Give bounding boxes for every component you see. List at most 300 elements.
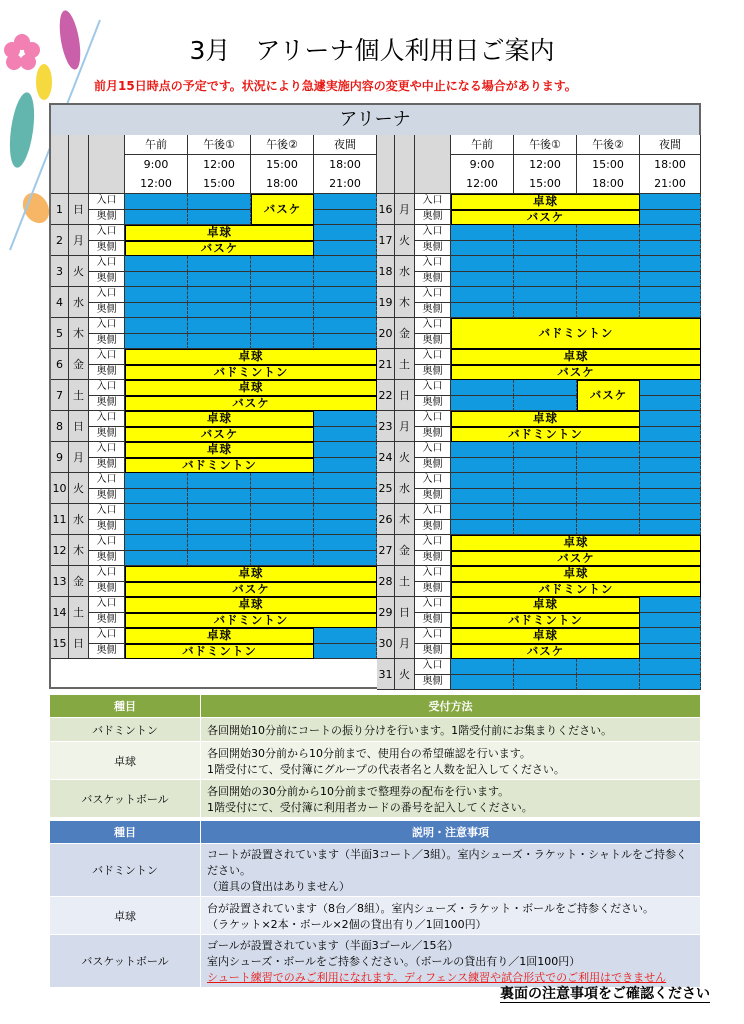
open-slot <box>451 241 514 257</box>
court-label: 入口 <box>415 380 451 396</box>
court-label: 入口 <box>89 287 125 303</box>
reserved-slot: 卓球 <box>451 597 640 613</box>
open-slot <box>577 473 640 489</box>
header-blank <box>89 135 125 194</box>
open-slot <box>514 504 577 520</box>
court-label: 入口 <box>415 566 451 582</box>
day-number: 8 <box>51 411 69 442</box>
open-slot <box>125 504 188 520</box>
open-slot <box>640 473 701 489</box>
period-end: 21:00 <box>640 174 701 194</box>
day-weekday: 日 <box>69 194 89 225</box>
event-name: バドミントン <box>50 718 201 742</box>
open-slot <box>314 272 377 288</box>
day-weekday: 月 <box>69 225 89 256</box>
day-number: 11 <box>51 504 69 535</box>
day-weekday: 金 <box>395 318 415 349</box>
open-slot <box>577 520 640 536</box>
open-slot <box>314 256 377 272</box>
open-slot <box>188 287 251 303</box>
open-slot <box>640 396 701 412</box>
period-start: 12:00 <box>188 155 251 174</box>
reserved-slot: バスケ <box>251 194 314 225</box>
open-slot <box>577 241 640 257</box>
day-number: 21 <box>377 349 395 380</box>
open-slot <box>640 427 701 443</box>
open-slot <box>188 473 251 489</box>
reserved-slot: バスケ <box>451 210 640 226</box>
day-weekday: 月 <box>395 628 415 659</box>
open-slot <box>314 241 377 257</box>
court-label: 入口 <box>89 504 125 520</box>
court-label: 入口 <box>415 659 451 675</box>
open-slot <box>514 473 577 489</box>
court-label: 入口 <box>89 349 125 365</box>
period-name: 午前 <box>125 135 188 155</box>
open-slot <box>640 597 701 613</box>
day-weekday: 水 <box>395 256 415 287</box>
day-weekday: 月 <box>395 194 415 225</box>
open-slot <box>514 287 577 303</box>
period-end: 15:00 <box>188 174 251 194</box>
court-label: 奥側 <box>415 303 451 319</box>
court-label: 奥側 <box>415 489 451 505</box>
event-name: バスケットボール <box>50 935 201 988</box>
day-number: 16 <box>377 194 395 225</box>
reception-method: 各回開始10分前にコートの振り分けを行います。1階受付前にお集まりください。 <box>201 718 701 742</box>
reserved-slot: バスケ <box>451 551 701 567</box>
open-slot <box>640 520 701 536</box>
court-label: 奥側 <box>415 396 451 412</box>
day-weekday: 土 <box>395 566 415 597</box>
open-slot <box>514 520 577 536</box>
open-slot <box>125 318 188 334</box>
open-slot <box>314 520 377 536</box>
event-name: 卓球 <box>50 742 201 780</box>
open-slot <box>125 535 188 551</box>
open-slot <box>314 504 377 520</box>
notes-header-row <box>50 821 701 844</box>
reserved-slot: バドミントン <box>125 613 377 629</box>
header-blank <box>69 135 89 194</box>
day-weekday: 日 <box>69 628 89 659</box>
day-number: 31 <box>377 659 395 690</box>
period-name: 午後① <box>188 135 251 155</box>
open-slot <box>640 225 701 241</box>
court-label: 奥側 <box>89 489 125 505</box>
court-label: 奥側 <box>415 675 451 691</box>
open-slot <box>251 520 314 536</box>
open-slot <box>125 272 188 288</box>
event-name: バドミントン <box>50 844 201 897</box>
day-number: 22 <box>377 380 395 411</box>
court-label: 奥側 <box>415 551 451 567</box>
court-label: 入口 <box>415 349 451 365</box>
day-number: 13 <box>51 566 69 597</box>
open-slot <box>188 303 251 319</box>
reserved-slot: 卓球 <box>125 411 314 427</box>
open-slot <box>640 380 701 396</box>
court-label: 奥側 <box>415 427 451 443</box>
reserved-slot: 卓球 <box>125 597 377 613</box>
day-weekday: 日 <box>395 380 415 411</box>
header-blank <box>395 135 415 194</box>
open-slot <box>314 334 377 350</box>
day-number: 1 <box>51 194 69 225</box>
day-weekday: 木 <box>395 504 415 535</box>
open-slot <box>314 551 377 567</box>
open-slot <box>577 287 640 303</box>
header-blank <box>377 135 395 194</box>
open-slot <box>514 256 577 272</box>
day-weekday: 火 <box>69 256 89 287</box>
court-label: 奥側 <box>89 241 125 257</box>
day-number: 29 <box>377 597 395 628</box>
reserved-slot: バスケ <box>577 380 640 411</box>
day-number: 4 <box>51 287 69 318</box>
event-notes: コートが設置されています（半面3コート／3組）。室内シューズ・ラケット・シャトルをご持参ください。 （道具の貸出はありません） <box>201 844 701 897</box>
open-slot <box>188 520 251 536</box>
day-number: 25 <box>377 473 395 504</box>
day-number: 2 <box>51 225 69 256</box>
open-slot <box>514 675 577 691</box>
day-weekday: 日 <box>69 411 89 442</box>
day-weekday: 水 <box>69 504 89 535</box>
court-label: 奥側 <box>89 551 125 567</box>
arena-schedule-table <box>49 103 701 689</box>
table-row <box>50 718 701 742</box>
open-slot <box>251 473 314 489</box>
open-slot <box>125 210 188 226</box>
court-label: 奥側 <box>415 582 451 598</box>
reserved-slot: バドミントン <box>451 582 701 598</box>
open-slot <box>640 411 701 427</box>
court-label: 入口 <box>89 256 125 272</box>
day-number: 19 <box>377 287 395 318</box>
event-name: バスケットボール <box>50 780 201 818</box>
court-label: 奥側 <box>415 520 451 536</box>
court-label: 入口 <box>415 411 451 427</box>
open-slot <box>640 644 701 660</box>
table-row <box>50 780 701 818</box>
open-slot <box>314 303 377 319</box>
open-slot <box>640 613 701 629</box>
open-slot <box>188 535 251 551</box>
open-slot <box>514 659 577 675</box>
day-weekday: 火 <box>69 473 89 504</box>
reserved-slot: バスケ <box>125 427 314 443</box>
teal-leaf-icon <box>6 91 38 169</box>
reserved-slot: 卓球 <box>451 411 640 427</box>
day-number: 7 <box>51 380 69 411</box>
reserved-slot: 卓球 <box>125 380 377 396</box>
day-weekday: 木 <box>69 535 89 566</box>
event-notes: 台が設置されています（8台／8組）。室内シューズ・ラケット・ボールをご持参ください。 （ラケット×2本・ボール×2個の貸出有り／1回100円） <box>201 897 701 935</box>
open-slot <box>451 303 514 319</box>
open-slot <box>640 504 701 520</box>
court-label: 入口 <box>89 380 125 396</box>
open-slot <box>577 442 640 458</box>
day-weekday: 火 <box>395 225 415 256</box>
reserved-slot: バドミントン <box>125 365 377 381</box>
court-label: 奥側 <box>89 334 125 350</box>
court-label: 奥側 <box>415 613 451 629</box>
court-label: 入口 <box>89 597 125 613</box>
open-slot <box>125 334 188 350</box>
open-slot <box>125 473 188 489</box>
open-slot <box>514 442 577 458</box>
open-slot <box>314 411 377 427</box>
court-label: 入口 <box>89 473 125 489</box>
open-slot <box>314 318 377 334</box>
period-start: 15:00 <box>251 155 314 174</box>
open-slot <box>125 256 188 272</box>
open-slot <box>577 675 640 691</box>
court-label: 奥側 <box>415 210 451 226</box>
court-label: 入口 <box>89 411 125 427</box>
day-weekday: 土 <box>69 597 89 628</box>
open-slot <box>125 303 188 319</box>
open-slot <box>640 489 701 505</box>
open-slot <box>251 272 314 288</box>
reserved-slot: バドミントン <box>451 318 701 349</box>
open-slot <box>251 551 314 567</box>
open-slot <box>451 396 514 412</box>
reserved-slot: 卓球 <box>451 194 640 210</box>
notes-header-event: 種目 <box>50 821 201 844</box>
day-number: 10 <box>51 473 69 504</box>
open-slot <box>514 396 577 412</box>
reserved-slot: 卓球 <box>451 535 701 551</box>
day-number: 30 <box>377 628 395 659</box>
court-label: 奥側 <box>415 334 451 350</box>
period-name: 午後② <box>577 135 640 155</box>
period-start: 18:00 <box>314 155 377 174</box>
period-start: 9:00 <box>451 155 514 174</box>
reserved-slot: 卓球 <box>451 349 701 365</box>
open-slot <box>514 225 577 241</box>
open-slot <box>314 194 377 210</box>
open-slot <box>577 489 640 505</box>
event-notes: ゴールが設置されています（半面3ゴール／15名） 室内シューズ・ボールをご持参ください。（ボールの貸出有り／1回100円） シュート練習でのみご利用になれます。ディフェンス練習や試合形式でのご利用はできません <box>201 935 701 988</box>
court-label: 奥側 <box>89 210 125 226</box>
open-slot <box>125 287 188 303</box>
court-label: 奥側 <box>89 613 125 629</box>
day-weekday: 金 <box>69 566 89 597</box>
open-slot <box>577 272 640 288</box>
open-slot <box>640 628 701 644</box>
period-end: 15:00 <box>514 174 577 194</box>
reserved-slot: 卓球 <box>125 225 314 241</box>
open-slot <box>314 458 377 474</box>
open-slot <box>640 659 701 675</box>
court-label: 入口 <box>89 225 125 241</box>
court-label: 奥側 <box>89 520 125 536</box>
reception-header-method: 受付方法 <box>201 695 701 718</box>
open-slot <box>451 380 514 396</box>
period-end: 18:00 <box>577 174 640 194</box>
open-slot <box>514 303 577 319</box>
table-row <box>50 935 701 988</box>
court-label: 奥側 <box>89 396 125 412</box>
open-slot <box>314 535 377 551</box>
open-slot <box>640 303 701 319</box>
open-slot <box>577 225 640 241</box>
open-slot <box>188 272 251 288</box>
period-start: 18:00 <box>640 155 701 174</box>
reception-header-event: 種目 <box>50 695 201 718</box>
day-number: 27 <box>377 535 395 566</box>
day-number: 18 <box>377 256 395 287</box>
open-slot <box>640 241 701 257</box>
day-weekday: 月 <box>395 411 415 442</box>
period-name: 午前 <box>451 135 514 155</box>
open-slot <box>125 520 188 536</box>
open-slot <box>451 225 514 241</box>
footer-notice: 裏面の注意事項をご確認ください <box>500 986 710 1002</box>
court-label: 奥側 <box>415 458 451 474</box>
open-slot <box>514 272 577 288</box>
yellow-petal-icon <box>36 64 52 100</box>
open-slot <box>314 628 377 644</box>
open-slot <box>451 272 514 288</box>
period-name: 夜間 <box>314 135 377 155</box>
warning-text: シュート練習でのみご利用になれます。ディフェンス練習や試合形式でのご利用はできません <box>207 971 667 984</box>
court-label: 奥側 <box>89 644 125 660</box>
reception-method: 各回開始の30分前から10分前まで整理券の配布を行います。 1階受付にて、受付簿に利用者カードの番号を記入してください。 <box>201 780 701 818</box>
day-number: 6 <box>51 349 69 380</box>
reserved-slot: 卓球 <box>125 349 377 365</box>
period-end: 18:00 <box>251 174 314 194</box>
period-start: 9:00 <box>125 155 188 174</box>
day-number: 3 <box>51 256 69 287</box>
day-weekday: 土 <box>69 380 89 411</box>
reception-header-row <box>50 695 701 718</box>
day-weekday: 日 <box>395 597 415 628</box>
open-slot <box>188 256 251 272</box>
open-slot <box>640 194 701 210</box>
notes-table <box>49 820 701 988</box>
open-slot <box>451 442 514 458</box>
open-slot <box>251 256 314 272</box>
open-slot <box>451 256 514 272</box>
court-label: 入口 <box>89 535 125 551</box>
open-slot <box>188 318 251 334</box>
day-number: 12 <box>51 535 69 566</box>
table-row <box>50 897 701 935</box>
open-slot <box>188 504 251 520</box>
reserved-slot: バドミントン <box>125 458 314 474</box>
day-number: 24 <box>377 442 395 473</box>
open-slot <box>514 380 577 396</box>
period-end: 12:00 <box>451 174 514 194</box>
open-slot <box>125 489 188 505</box>
open-slot <box>577 458 640 474</box>
day-weekday: 水 <box>395 473 415 504</box>
court-label: 入口 <box>415 194 451 210</box>
day-number: 23 <box>377 411 395 442</box>
day-weekday: 金 <box>395 535 415 566</box>
court-label: 入口 <box>415 256 451 272</box>
open-slot <box>314 427 377 443</box>
court-label: 奥側 <box>89 458 125 474</box>
day-weekday: 木 <box>395 287 415 318</box>
open-slot <box>514 489 577 505</box>
day-number: 15 <box>51 628 69 659</box>
open-slot <box>188 210 251 226</box>
open-slot <box>314 442 377 458</box>
open-slot <box>314 644 377 660</box>
court-label: 入口 <box>89 318 125 334</box>
court-label: 奥側 <box>89 303 125 319</box>
open-slot <box>125 551 188 567</box>
open-slot <box>188 194 251 210</box>
day-number: 5 <box>51 318 69 349</box>
header-blank <box>415 135 451 194</box>
day-number: 14 <box>51 597 69 628</box>
table-row <box>50 844 701 897</box>
court-label: 奥側 <box>415 241 451 257</box>
open-slot <box>314 210 377 226</box>
reception-table <box>49 694 701 818</box>
day-number: 26 <box>377 504 395 535</box>
court-label: 入口 <box>89 628 125 644</box>
open-slot <box>314 489 377 505</box>
court-label: 入口 <box>89 442 125 458</box>
court-label: 入口 <box>415 442 451 458</box>
court-label: 入口 <box>415 318 451 334</box>
header-blank <box>51 135 69 194</box>
open-slot <box>640 458 701 474</box>
reserved-slot: 卓球 <box>125 442 314 458</box>
reserved-slot: 卓球 <box>125 628 314 644</box>
period-end: 21:00 <box>314 174 377 194</box>
day-number: 20 <box>377 318 395 349</box>
open-slot <box>314 225 377 241</box>
reserved-slot: バドミントン <box>451 427 640 443</box>
court-label: 奥側 <box>89 427 125 443</box>
open-slot <box>125 194 188 210</box>
open-slot <box>251 287 314 303</box>
open-slot <box>188 334 251 350</box>
open-slot <box>451 489 514 505</box>
court-label: 入口 <box>89 194 125 210</box>
reserved-slot: バスケ <box>125 396 377 412</box>
court-label: 入口 <box>89 566 125 582</box>
open-slot <box>314 287 377 303</box>
schedule-disclaimer: 前月15日時点の予定です。状況により急遽実施内容の変更や中止になる場合があります。 <box>94 79 577 93</box>
open-slot <box>577 303 640 319</box>
open-slot <box>640 210 701 226</box>
period-name: 午後② <box>251 135 314 155</box>
reserved-slot: バスケ <box>451 644 640 660</box>
open-slot <box>451 659 514 675</box>
open-slot <box>577 659 640 675</box>
court-label: 入口 <box>415 535 451 551</box>
open-slot <box>514 241 577 257</box>
open-slot <box>640 287 701 303</box>
day-weekday: 月 <box>69 442 89 473</box>
day-weekday: 木 <box>69 318 89 349</box>
reserved-slot: バドミントン <box>451 613 640 629</box>
open-slot <box>251 334 314 350</box>
open-slot <box>188 489 251 505</box>
open-slot <box>577 504 640 520</box>
court-label: 入口 <box>415 628 451 644</box>
day-weekday: 金 <box>69 349 89 380</box>
open-slot <box>251 318 314 334</box>
court-label: 奥側 <box>89 582 125 598</box>
